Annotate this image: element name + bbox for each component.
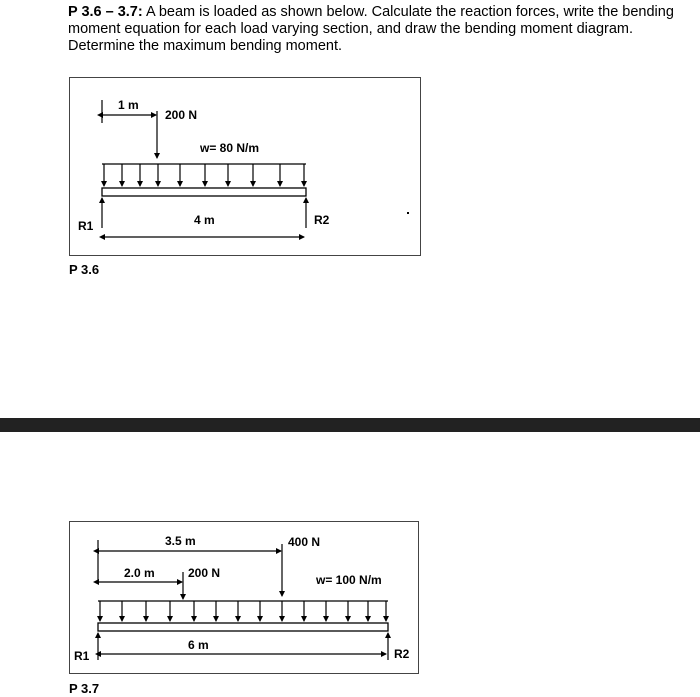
dim-label-3-5m: 3.5 m: [165, 534, 196, 548]
left-reaction-label: R1: [78, 219, 94, 233]
span-label: 4 m: [194, 213, 215, 227]
right-reaction-label: R2: [394, 647, 410, 661]
beam-diagram-p37: [70, 522, 418, 673]
distributed-load-arrows: [100, 601, 386, 621]
right-reaction-label: R2: [314, 213, 330, 227]
problem-statement: [68, 4, 688, 55]
point-load-400-label: 400 N: [288, 535, 321, 549]
figure-p36-frame: [69, 77, 421, 256]
dim-label-1m: 1 m: [118, 98, 139, 112]
beam: [102, 188, 306, 196]
span-label: 6 m: [188, 638, 209, 652]
beam-diagram-p36: [70, 78, 420, 255]
beam: [98, 623, 388, 631]
problem-number: P 3.6 – 3.7:: [68, 4, 143, 20]
left-reaction-label: R1: [74, 649, 90, 663]
figure-p37-caption: P 3.7: [69, 681, 100, 696]
distributed-load-label: w= 100 N/m: [316, 573, 382, 587]
dim-label-2m: 2.0 m: [124, 566, 155, 580]
point-load-label: 200 N: [165, 108, 198, 122]
distributed-load-label: w= 80 N/m: [200, 141, 260, 155]
point-load-200-label: 200 N: [188, 566, 221, 580]
distributed-load-arrows: [104, 164, 304, 186]
figure-p37-frame: [69, 521, 419, 674]
section-divider: [0, 418, 700, 432]
problem-text: A beam is loaded as shown below. Calculate the reaction forces, write the bending moment equation for each load varying section, and draw the bending moment diagram. Determine the maximum bending moment.: [68, 4, 674, 54]
stray-mark: [407, 212, 409, 214]
figure-p36-caption: P 3.6: [69, 262, 100, 277]
